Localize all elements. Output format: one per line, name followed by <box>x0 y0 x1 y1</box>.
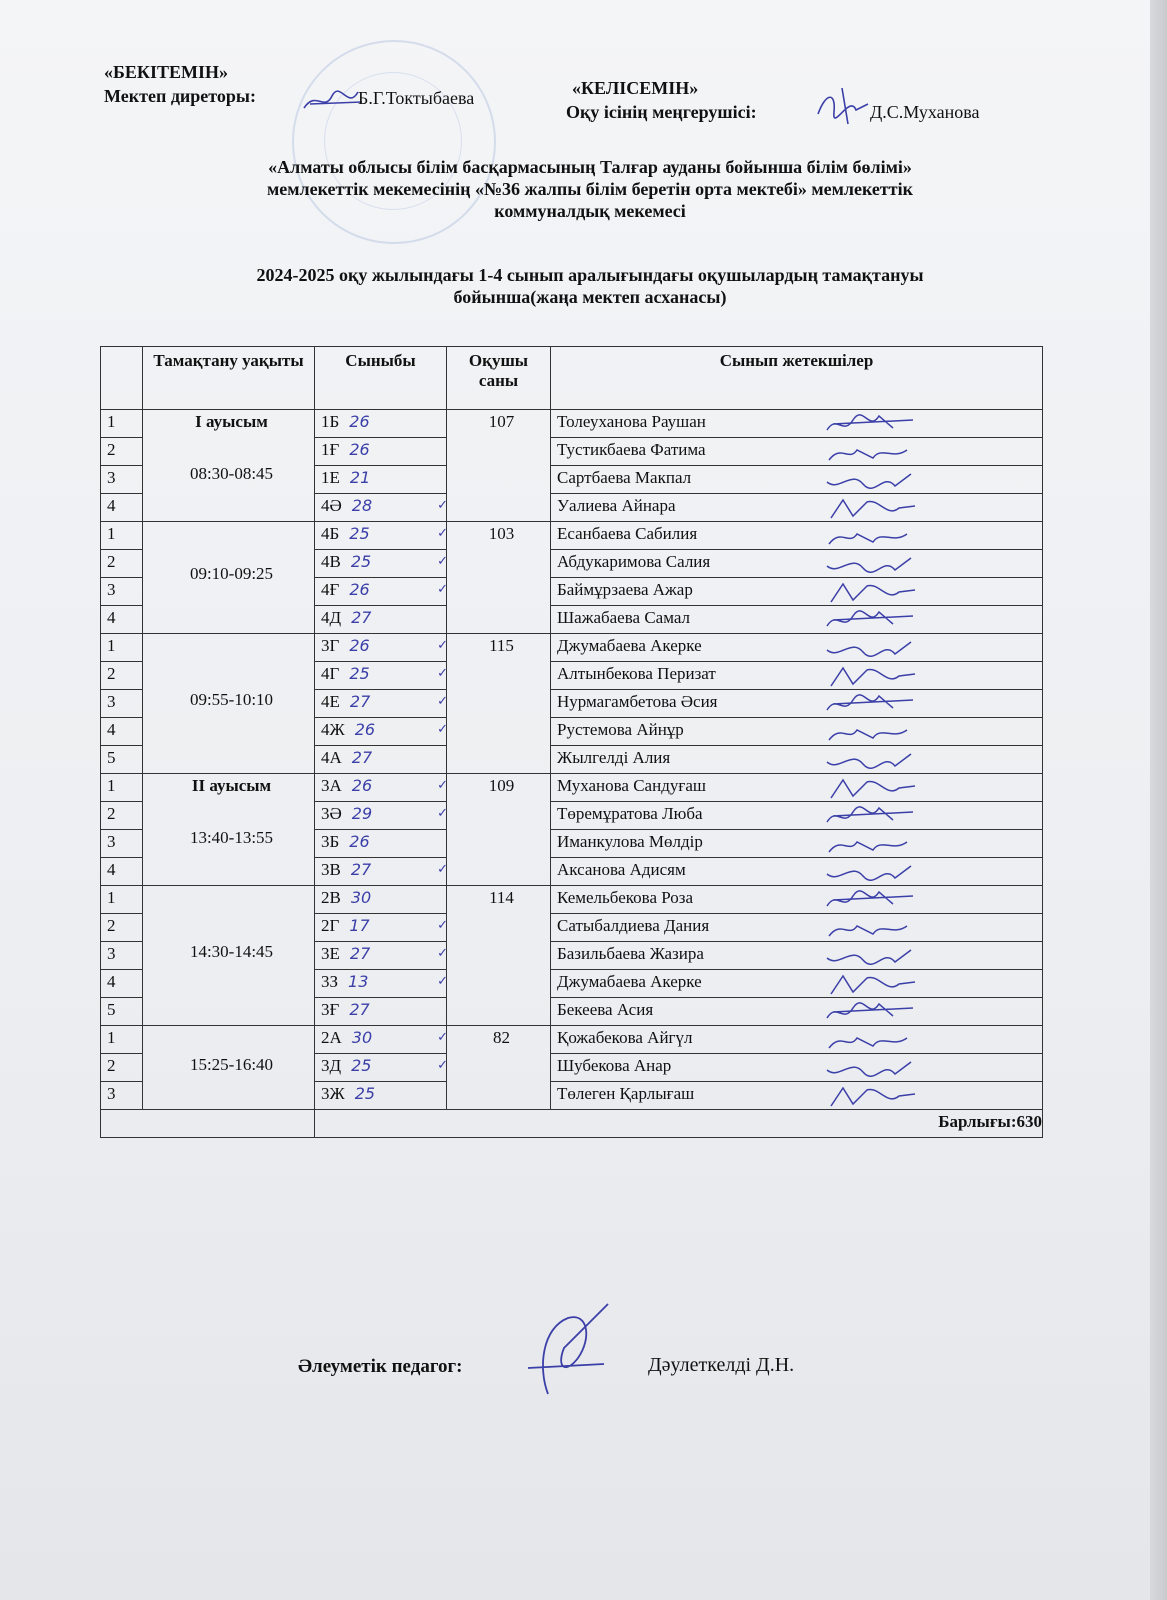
handwritten-student-count: 25 <box>351 1056 372 1075</box>
teacher-signature <box>823 832 921 856</box>
class-cell <box>315 690 447 718</box>
teacher-name: Жылгелді Алия <box>557 748 671 767</box>
signature-stroke <box>829 534 907 544</box>
title-line-3: коммуналдық мекемесі <box>494 201 686 221</box>
row-number: 2 <box>101 914 143 942</box>
approve-name: Б.Г.Токтыбаева <box>358 88 475 108</box>
check-mark-icon: ✓ <box>437 862 448 877</box>
teacher-name: Төремұратова Люба <box>557 804 703 823</box>
teacher-cell <box>551 802 1043 830</box>
class-name: 4Д <box>321 608 342 627</box>
row-number: 4 <box>101 858 143 886</box>
row-number: 2 <box>101 662 143 690</box>
agree-position: Оқу ісінің меңгерушісі: <box>566 102 757 122</box>
signature-stroke <box>827 891 913 906</box>
total-row <box>101 1110 1043 1138</box>
row-number: 1 <box>101 774 143 802</box>
subtitle-line-2: бойынша(жаңа мектеп асханасы) <box>453 287 727 307</box>
class-name: 3Ғ <box>321 1000 340 1019</box>
check-mark-icon: ✓ <box>437 806 448 821</box>
teacher-name: Тустикбаева Фатима <box>557 440 706 459</box>
check-mark-icon: ✓ <box>437 526 448 541</box>
class-name: 4А <box>321 748 342 767</box>
handwritten-student-count: 30 <box>351 1028 373 1047</box>
class-name: 3А <box>321 776 342 795</box>
check-mark-icon: ✓ <box>437 722 448 737</box>
pedagogue-signature <box>508 1298 628 1408</box>
teacher-name: Кемельбекова Роза <box>557 888 694 907</box>
row-number: 4 <box>101 606 143 634</box>
signature-stroke <box>829 842 907 852</box>
handwritten-student-count: 27 <box>351 748 373 767</box>
teacher-signature <box>823 1056 921 1080</box>
check-mark-icon: ✓ <box>437 946 448 961</box>
handwritten-student-count: 28 <box>351 496 373 515</box>
check-mark-icon: ✓ <box>437 498 448 513</box>
check-mark-icon: ✓ <box>437 638 448 653</box>
teacher-cell <box>551 494 1043 522</box>
signature-stroke <box>831 500 915 518</box>
teacher-signature <box>823 608 921 632</box>
teacher-name: Баймұрзаева Ажар <box>557 580 693 599</box>
class-cell <box>315 466 447 494</box>
teacher-signature <box>823 720 921 744</box>
handwritten-student-count: 26 <box>349 832 370 851</box>
teacher-signature <box>823 636 921 660</box>
handwritten-student-count: 26 <box>349 580 370 599</box>
teacher-cell <box>551 914 1043 942</box>
signature-stroke <box>827 695 913 710</box>
meal-time-cell <box>143 1026 315 1110</box>
teacher-name: Джумабаева Акерке <box>557 972 702 991</box>
table-body <box>101 410 1043 1110</box>
teacher-name: Төлеген Қарлығаш <box>557 1084 695 1103</box>
signature-stroke <box>827 807 913 822</box>
check-mark-icon: ✓ <box>437 582 448 597</box>
handwritten-student-count: 26 <box>349 636 370 655</box>
teacher-cell <box>551 522 1043 550</box>
meal-time-cell <box>143 522 315 634</box>
teacher-name: Алтынбекова Перизат <box>557 664 716 683</box>
teacher-name: Уалиева Айнара <box>557 496 676 515</box>
teacher-signature <box>823 692 921 716</box>
check-mark-icon: ✓ <box>437 554 448 569</box>
row-number: 3 <box>101 942 143 970</box>
row-number: 1 <box>101 886 143 914</box>
title-line-1: «Алматы облысы білім басқармасының Талғар ауданы бойынша білім бөлімі» <box>268 157 912 177</box>
signature-stroke <box>831 668 915 686</box>
row-number: 2 <box>101 550 143 578</box>
teacher-cell <box>551 578 1043 606</box>
teacher-signature <box>823 524 921 548</box>
class-cell <box>315 746 447 774</box>
handwritten-student-count: 27 <box>349 944 371 963</box>
handwritten-student-count: 27 <box>351 608 372 627</box>
table-header-row <box>101 347 1043 410</box>
time-gap <box>149 1026 314 1053</box>
class-cell <box>315 1082 447 1110</box>
signature-stroke <box>827 866 911 880</box>
class-name: 2В <box>321 888 341 907</box>
table-row <box>101 410 1043 438</box>
teacher-name: Базильбаева Жазира <box>557 944 704 963</box>
teacher-cell <box>551 830 1043 858</box>
shift-label: І ауысым <box>195 412 268 431</box>
class-name: 1Б <box>321 412 340 431</box>
table-row <box>101 522 1043 550</box>
check-mark-icon: ✓ <box>437 918 448 933</box>
signature-stroke <box>827 642 911 656</box>
teacher-name: Шубекова Анар <box>557 1056 672 1075</box>
handwritten-student-count: 30 <box>350 888 372 907</box>
class-cell <box>315 802 447 830</box>
teacher-signature <box>823 748 921 772</box>
teacher-cell <box>551 886 1043 914</box>
class-name: 4В <box>321 552 341 571</box>
teacher-name: Сатыбалдиева Дания <box>557 916 710 935</box>
teacher-cell <box>551 1082 1043 1110</box>
document-subtitle <box>110 264 1070 308</box>
class-name: 4Ә <box>321 496 342 515</box>
class-cell <box>315 1054 447 1082</box>
class-name: 3Ж <box>321 1084 345 1103</box>
row-number: 1 <box>101 410 143 438</box>
table-row <box>101 774 1043 802</box>
teacher-name: Толеуханова Раушан <box>557 412 706 431</box>
student-count-cell: 82 <box>447 1026 551 1110</box>
class-cell <box>315 998 447 1026</box>
meal-time-cell <box>143 774 315 886</box>
time-gap <box>149 634 314 688</box>
teacher-cell <box>551 438 1043 466</box>
footer-position: Әлеуметік педагог: <box>298 1356 463 1377</box>
class-cell <box>315 494 447 522</box>
teacher-cell <box>551 970 1043 998</box>
class-cell <box>315 410 447 438</box>
signature-stroke <box>827 611 913 626</box>
teacher-signature <box>823 1084 921 1108</box>
deputy-signature <box>812 84 874 128</box>
signature-stroke <box>827 1003 913 1018</box>
teacher-signature <box>823 888 921 912</box>
row-number: 3 <box>101 690 143 718</box>
row-number: 2 <box>101 802 143 830</box>
class-cell <box>315 718 447 746</box>
handwritten-student-count: 26 <box>351 776 373 795</box>
signature-stroke <box>831 1088 915 1106</box>
signature-stroke <box>829 730 907 740</box>
signature-stroke <box>827 558 911 572</box>
teacher-cell <box>551 998 1043 1026</box>
class-name: 3В <box>321 860 341 879</box>
meal-time: 09:55-10:10 <box>189 689 274 709</box>
teacher-cell <box>551 466 1043 494</box>
subtitle-line-1: 2024-2025 оқу жылындағы 1-4 сынып аралығындағы оқушылардың тамақтануы <box>256 265 924 285</box>
teacher-name: Джумабаева Акерке <box>557 636 702 655</box>
teacher-signature <box>823 860 921 884</box>
check-mark-icon: ✓ <box>437 1030 448 1045</box>
handwritten-student-count: 25 <box>349 524 370 543</box>
approve-label: «БЕКІТЕМІН» <box>104 62 228 82</box>
signature-stroke <box>831 584 915 602</box>
teacher-name: Рустемова Айнұр <box>557 720 684 739</box>
row-number: 5 <box>101 746 143 774</box>
teacher-signature <box>823 804 921 828</box>
row-number: 3 <box>101 1082 143 1110</box>
class-name: 3Д <box>321 1056 342 1075</box>
class-name: 3Г <box>321 636 340 655</box>
header-teacher: Сынып жетекшілер <box>551 347 1043 410</box>
teacher-signature <box>823 664 921 688</box>
signature-stroke <box>827 754 911 768</box>
total-label: Барлығы:630 <box>315 1110 1043 1138</box>
signature-stroke <box>831 780 915 798</box>
teacher-signature <box>823 440 921 464</box>
class-name: 3Е <box>321 944 340 963</box>
class-name: 2А <box>321 1028 342 1047</box>
shift-label: ІІ ауысым <box>191 776 272 795</box>
student-count-cell: 107 <box>447 410 551 522</box>
teacher-cell <box>551 634 1043 662</box>
teacher-cell <box>551 718 1043 746</box>
handwritten-student-count: 27 <box>349 692 371 711</box>
class-name: 4Г <box>321 664 340 683</box>
teacher-signature <box>823 552 921 576</box>
teacher-cell <box>551 606 1043 634</box>
row-number: 1 <box>101 1026 143 1054</box>
teacher-signature <box>823 776 921 800</box>
meal-time: 09:10-09:25 <box>189 564 274 583</box>
class-cell <box>315 438 447 466</box>
class-name: 4Ғ <box>321 580 340 599</box>
teacher-cell <box>551 662 1043 690</box>
handwritten-student-count: 21 <box>349 468 371 487</box>
teacher-name: Бекеева Асия <box>557 1000 654 1019</box>
class-name: 4Е <box>321 692 340 711</box>
header-number <box>101 347 143 410</box>
handwritten-student-count: 26 <box>354 720 376 739</box>
signature-stroke <box>827 474 911 488</box>
signature-stroke <box>827 415 913 430</box>
signature-stroke <box>831 976 915 994</box>
class-name: 3Б <box>321 832 340 851</box>
student-count-cell: 114 <box>447 886 551 1026</box>
meal-schedule-table <box>100 346 1043 1138</box>
check-mark-icon: ✓ <box>437 666 448 681</box>
teacher-cell <box>551 746 1043 774</box>
handwritten-student-count: 13 <box>348 972 369 991</box>
signature-stroke <box>829 450 907 460</box>
teacher-signature <box>823 972 921 996</box>
handwritten-student-count: 27 <box>350 860 372 879</box>
row-number: 3 <box>101 830 143 858</box>
check-mark-icon: ✓ <box>437 974 448 989</box>
row-number: 1 <box>101 522 143 550</box>
teacher-signature <box>823 1000 921 1024</box>
class-cell <box>315 886 447 914</box>
teacher-name: Есанбаева Сабилия <box>557 524 698 543</box>
row-number: 1 <box>101 634 143 662</box>
class-name: 4Б <box>321 524 340 543</box>
class-name: 1Е <box>321 468 340 487</box>
shift-gap <box>149 798 314 826</box>
signature-stroke <box>827 950 911 964</box>
signature-stroke <box>827 1062 911 1076</box>
handwritten-student-count: 26 <box>349 412 370 431</box>
header-class: Сыныбы <box>315 347 447 410</box>
handwritten-student-count: 29 <box>351 804 373 823</box>
teacher-name: Иманкулова Мөлдір <box>557 832 703 851</box>
class-name: 1Ғ <box>321 440 340 459</box>
teacher-name: Аксанова Адисям <box>557 860 686 879</box>
check-mark-icon: ✓ <box>437 694 448 709</box>
check-mark-icon: ✓ <box>437 778 448 793</box>
meal-time: 13:40-13:55 <box>189 828 274 847</box>
row-number: 2 <box>101 1054 143 1082</box>
time-gap <box>149 886 314 940</box>
teacher-signature <box>823 916 921 940</box>
teacher-cell <box>551 1054 1043 1082</box>
document-title <box>110 156 1070 222</box>
class-cell <box>315 550 447 578</box>
meal-time-cell <box>143 410 315 522</box>
handwritten-student-count: 25 <box>354 1084 376 1103</box>
table-row <box>101 886 1043 914</box>
teacher-signature <box>823 412 921 436</box>
class-cell <box>315 662 447 690</box>
class-cell <box>315 914 447 942</box>
student-count-cell: 109 <box>447 774 551 886</box>
table-row <box>101 1026 1043 1054</box>
teacher-name: Қожабекова Айгүл <box>557 1028 693 1047</box>
page-edge-shadow <box>1150 0 1167 1600</box>
teacher-cell <box>551 410 1043 438</box>
class-name: 2Г <box>321 916 340 935</box>
meal-time: 08:30-08:45 <box>189 464 274 483</box>
signature-stroke <box>829 926 907 936</box>
handwritten-student-count: 27 <box>349 1000 370 1019</box>
agree-label: «КЕЛІСЕМІН» <box>572 78 699 98</box>
handwritten-student-count: 25 <box>349 664 370 683</box>
teacher-name: Нурмагамбетова Әсия <box>557 692 718 711</box>
teacher-cell <box>551 690 1043 718</box>
table-row <box>101 634 1043 662</box>
class-cell <box>315 578 447 606</box>
class-cell <box>315 830 447 858</box>
teacher-signature <box>823 580 921 604</box>
meal-time-cell <box>143 634 315 774</box>
header-count: Оқушы саны <box>447 347 551 410</box>
teacher-cell <box>551 1026 1043 1054</box>
title-line-2: мемлекеттік мекемесінің «№36 жалпы білім беретін орта мектебі» мемлекеттік <box>267 179 913 199</box>
row-number: 5 <box>101 998 143 1026</box>
class-name: 3З <box>321 972 339 991</box>
class-cell <box>315 774 447 802</box>
handwritten-student-count: 17 <box>349 916 370 935</box>
row-number: 4 <box>101 494 143 522</box>
class-cell <box>315 858 447 886</box>
row-number: 2 <box>101 438 143 466</box>
teacher-cell <box>551 942 1043 970</box>
meal-time: 14:30-14:45 <box>189 941 274 961</box>
student-count-cell: 103 <box>447 522 551 634</box>
class-cell <box>315 522 447 550</box>
handwritten-student-count: 26 <box>349 440 370 459</box>
teacher-signature <box>823 468 921 492</box>
teacher-name: Абдукаримова Салия <box>557 552 711 571</box>
class-name: 3Ә <box>321 804 342 823</box>
class-cell <box>315 1026 447 1054</box>
handwritten-student-count: 25 <box>350 552 372 571</box>
teacher-cell <box>551 858 1043 886</box>
meal-time-cell <box>143 886 315 1026</box>
row-number: 4 <box>101 970 143 998</box>
header-time: Тамақтану уақыты <box>143 347 315 410</box>
row-number: 3 <box>101 578 143 606</box>
time-gap <box>149 522 314 562</box>
class-cell <box>315 606 447 634</box>
teacher-name: Сартбаева Макпал <box>557 468 692 487</box>
shift-gap <box>149 434 314 462</box>
agree-name: Д.С.Муханова <box>870 102 980 122</box>
student-count-cell: 115 <box>447 634 551 774</box>
teacher-name: Муханова Сандуғаш <box>557 776 706 795</box>
check-mark-icon: ✓ <box>437 1058 448 1073</box>
class-cell <box>315 942 447 970</box>
row-number: 3 <box>101 466 143 494</box>
approve-position: Мектеп диреторы: <box>104 86 256 106</box>
class-name: 4Ж <box>321 720 345 739</box>
signature-stroke <box>829 1038 907 1048</box>
teacher-signature <box>823 1028 921 1052</box>
teacher-signature <box>823 944 921 968</box>
row-number: 4 <box>101 718 143 746</box>
meal-time: 15:25-16:40 <box>189 1054 274 1074</box>
class-cell <box>315 634 447 662</box>
teacher-name: Шажабаева Самал <box>557 608 691 627</box>
class-cell <box>315 970 447 998</box>
footer-name: Дәулеткелді Д.Н. <box>648 1354 795 1376</box>
teacher-signature <box>823 496 921 520</box>
teacher-cell <box>551 774 1043 802</box>
teacher-cell <box>551 550 1043 578</box>
